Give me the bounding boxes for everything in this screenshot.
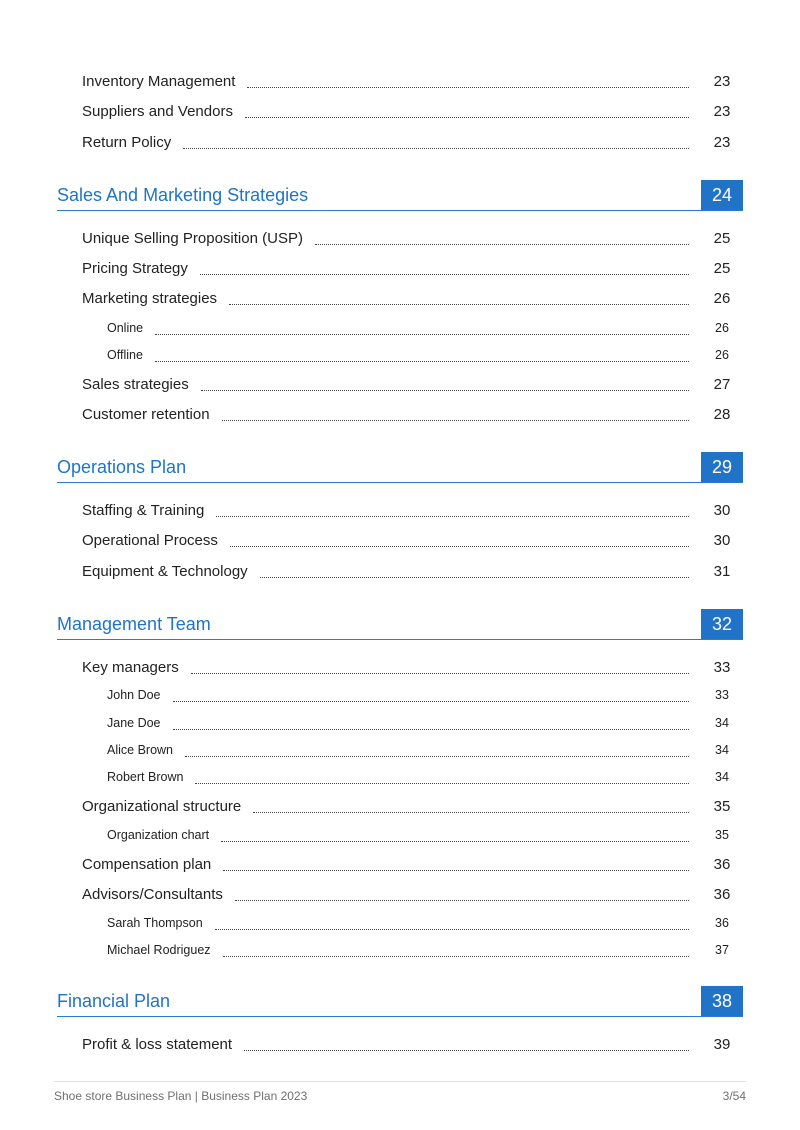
toc-entry[interactable] [57,879,743,909]
toc-label: Advisors/Consultants [82,885,223,903]
toc-page-number: 30 [713,501,731,519]
toc-page-number: 33 [715,688,729,702]
section-page-badge: 29 [701,452,743,482]
section-page-badge: 32 [701,609,743,639]
toc-section-heading[interactable] [57,452,743,483]
toc-label: Staffing & Training [82,501,205,519]
page-footer [54,1081,746,1103]
dot-leader [173,701,689,702]
dot-leader [235,900,689,901]
toc-entry[interactable] [57,369,743,399]
toc-page-number: 33 [713,658,731,676]
dot-leader [216,516,689,517]
toc-label: Management Team [57,613,211,634]
toc-label: Sarah Thompson [107,916,203,930]
toc-label: Robert Brown [107,770,184,784]
toc-label: Inventory Management [82,72,236,90]
dot-leader [215,929,689,930]
toc-page-number: 35 [713,797,731,815]
dot-leader [183,148,689,149]
toc-entry[interactable] [57,652,743,682]
toc-page-number: 23 [713,72,731,90]
toc-label: John Doe [107,688,161,702]
toc-subentry[interactable] [57,737,743,764]
toc-entry[interactable] [57,223,743,253]
toc-section-heading[interactable] [57,609,743,640]
toc-page-number: 30 [713,531,731,549]
dot-leader [221,841,689,842]
dot-leader [223,870,689,871]
toc-entry[interactable] [57,495,743,525]
toc-label: Return Policy [82,133,172,151]
toc-entry[interactable] [57,849,743,879]
toc-page-number: 36 [715,916,729,930]
dot-leader [245,117,689,118]
dot-leader [229,304,689,305]
toc-page-number: 26 [713,289,731,307]
dot-leader [200,274,689,275]
toc-label: Operations Plan [57,456,187,477]
toc-section-heading[interactable] [57,986,743,1017]
toc-page-number: 23 [713,133,731,151]
section-page-badge: 38 [701,986,743,1016]
toc-label: Operational Process [82,531,218,549]
toc-page-number: 35 [715,828,729,842]
toc-label: Organizational structure [82,797,242,815]
footer-document-title: Shoe store Business Plan | Business Plan 2023 [54,1089,308,1103]
toc-section-heading[interactable] [57,180,743,211]
toc-label: Key managers [82,658,179,676]
dot-leader [195,783,689,784]
toc-page-number: 37 [715,943,729,957]
toc-label: Compensation plan [82,855,212,873]
toc-subentry[interactable] [57,682,743,709]
toc-entry[interactable] [57,525,743,555]
toc-label: Organization chart [107,828,210,842]
dot-leader [223,956,689,957]
toc-entry[interactable] [57,1029,743,1059]
toc-label: Equipment & Technology [82,562,248,580]
footer-page-number: 3/54 [722,1089,746,1103]
toc-label: Offline [107,348,143,362]
toc-label: Marketing strategies [82,289,218,307]
section-page-badge: 24 [701,180,743,210]
toc-page-number: 28 [713,405,731,423]
toc-page-number: 36 [713,885,731,903]
toc-page-number: 25 [713,229,731,247]
dot-leader [155,334,689,335]
toc-page-number: 36 [713,855,731,873]
toc-label: Profit & loss statement [82,1035,233,1053]
toc-subentry[interactable] [57,937,743,964]
dot-leader [244,1050,689,1051]
dot-leader [247,87,689,88]
toc-page-number: 31 [713,562,731,580]
toc-label: Unique Selling Proposition (USP) [82,229,303,247]
dot-leader [230,546,689,547]
dot-leader [155,361,689,362]
dot-leader [253,812,689,813]
toc-label: Sales And Marketing Strategies [57,184,309,205]
toc-page-number: 26 [715,321,729,335]
dot-leader [222,420,689,421]
toc-label: Jane Doe [107,716,161,730]
toc-label: Michael Rodriguez [107,943,211,957]
dot-leader [201,390,689,391]
toc-page-number: 27 [713,375,731,393]
toc-page-number: 39 [713,1035,731,1053]
toc-subentry[interactable] [57,910,743,937]
toc-label: Suppliers and Vendors [82,102,233,120]
toc-page-number: 34 [715,743,729,757]
toc-page-number: 26 [715,348,729,362]
toc-page-number: 34 [715,716,729,730]
toc-page-number: 23 [713,102,731,120]
toc-entry[interactable] [57,791,743,821]
toc-entry[interactable] [57,253,743,283]
dot-leader [260,577,689,578]
toc-entry[interactable] [57,399,743,429]
dot-leader [173,729,689,730]
dot-leader [315,244,689,245]
toc-entry[interactable] [57,127,743,157]
toc-page-number: 25 [713,259,731,277]
toc-label: Customer retention [82,405,210,423]
toc-subentry[interactable] [57,315,743,342]
toc-subentry[interactable] [57,710,743,737]
toc-entry[interactable] [57,96,743,126]
toc-label: Financial Plan [57,990,171,1011]
toc-label: Pricing Strategy [82,259,188,277]
toc-label: Sales strategies [82,375,189,393]
toc-subentry[interactable] [57,822,743,849]
dot-leader [191,673,689,674]
toc-entry[interactable] [57,556,743,586]
dot-leader [185,756,689,757]
toc-page-number: 34 [715,770,729,784]
toc-label: Alice Brown [107,743,173,757]
toc-entry[interactable] [57,283,743,313]
toc-subentry[interactable] [57,764,743,791]
toc-label: Online [107,321,144,335]
toc-entry[interactable] [57,66,743,96]
toc-subentry[interactable] [57,342,743,369]
